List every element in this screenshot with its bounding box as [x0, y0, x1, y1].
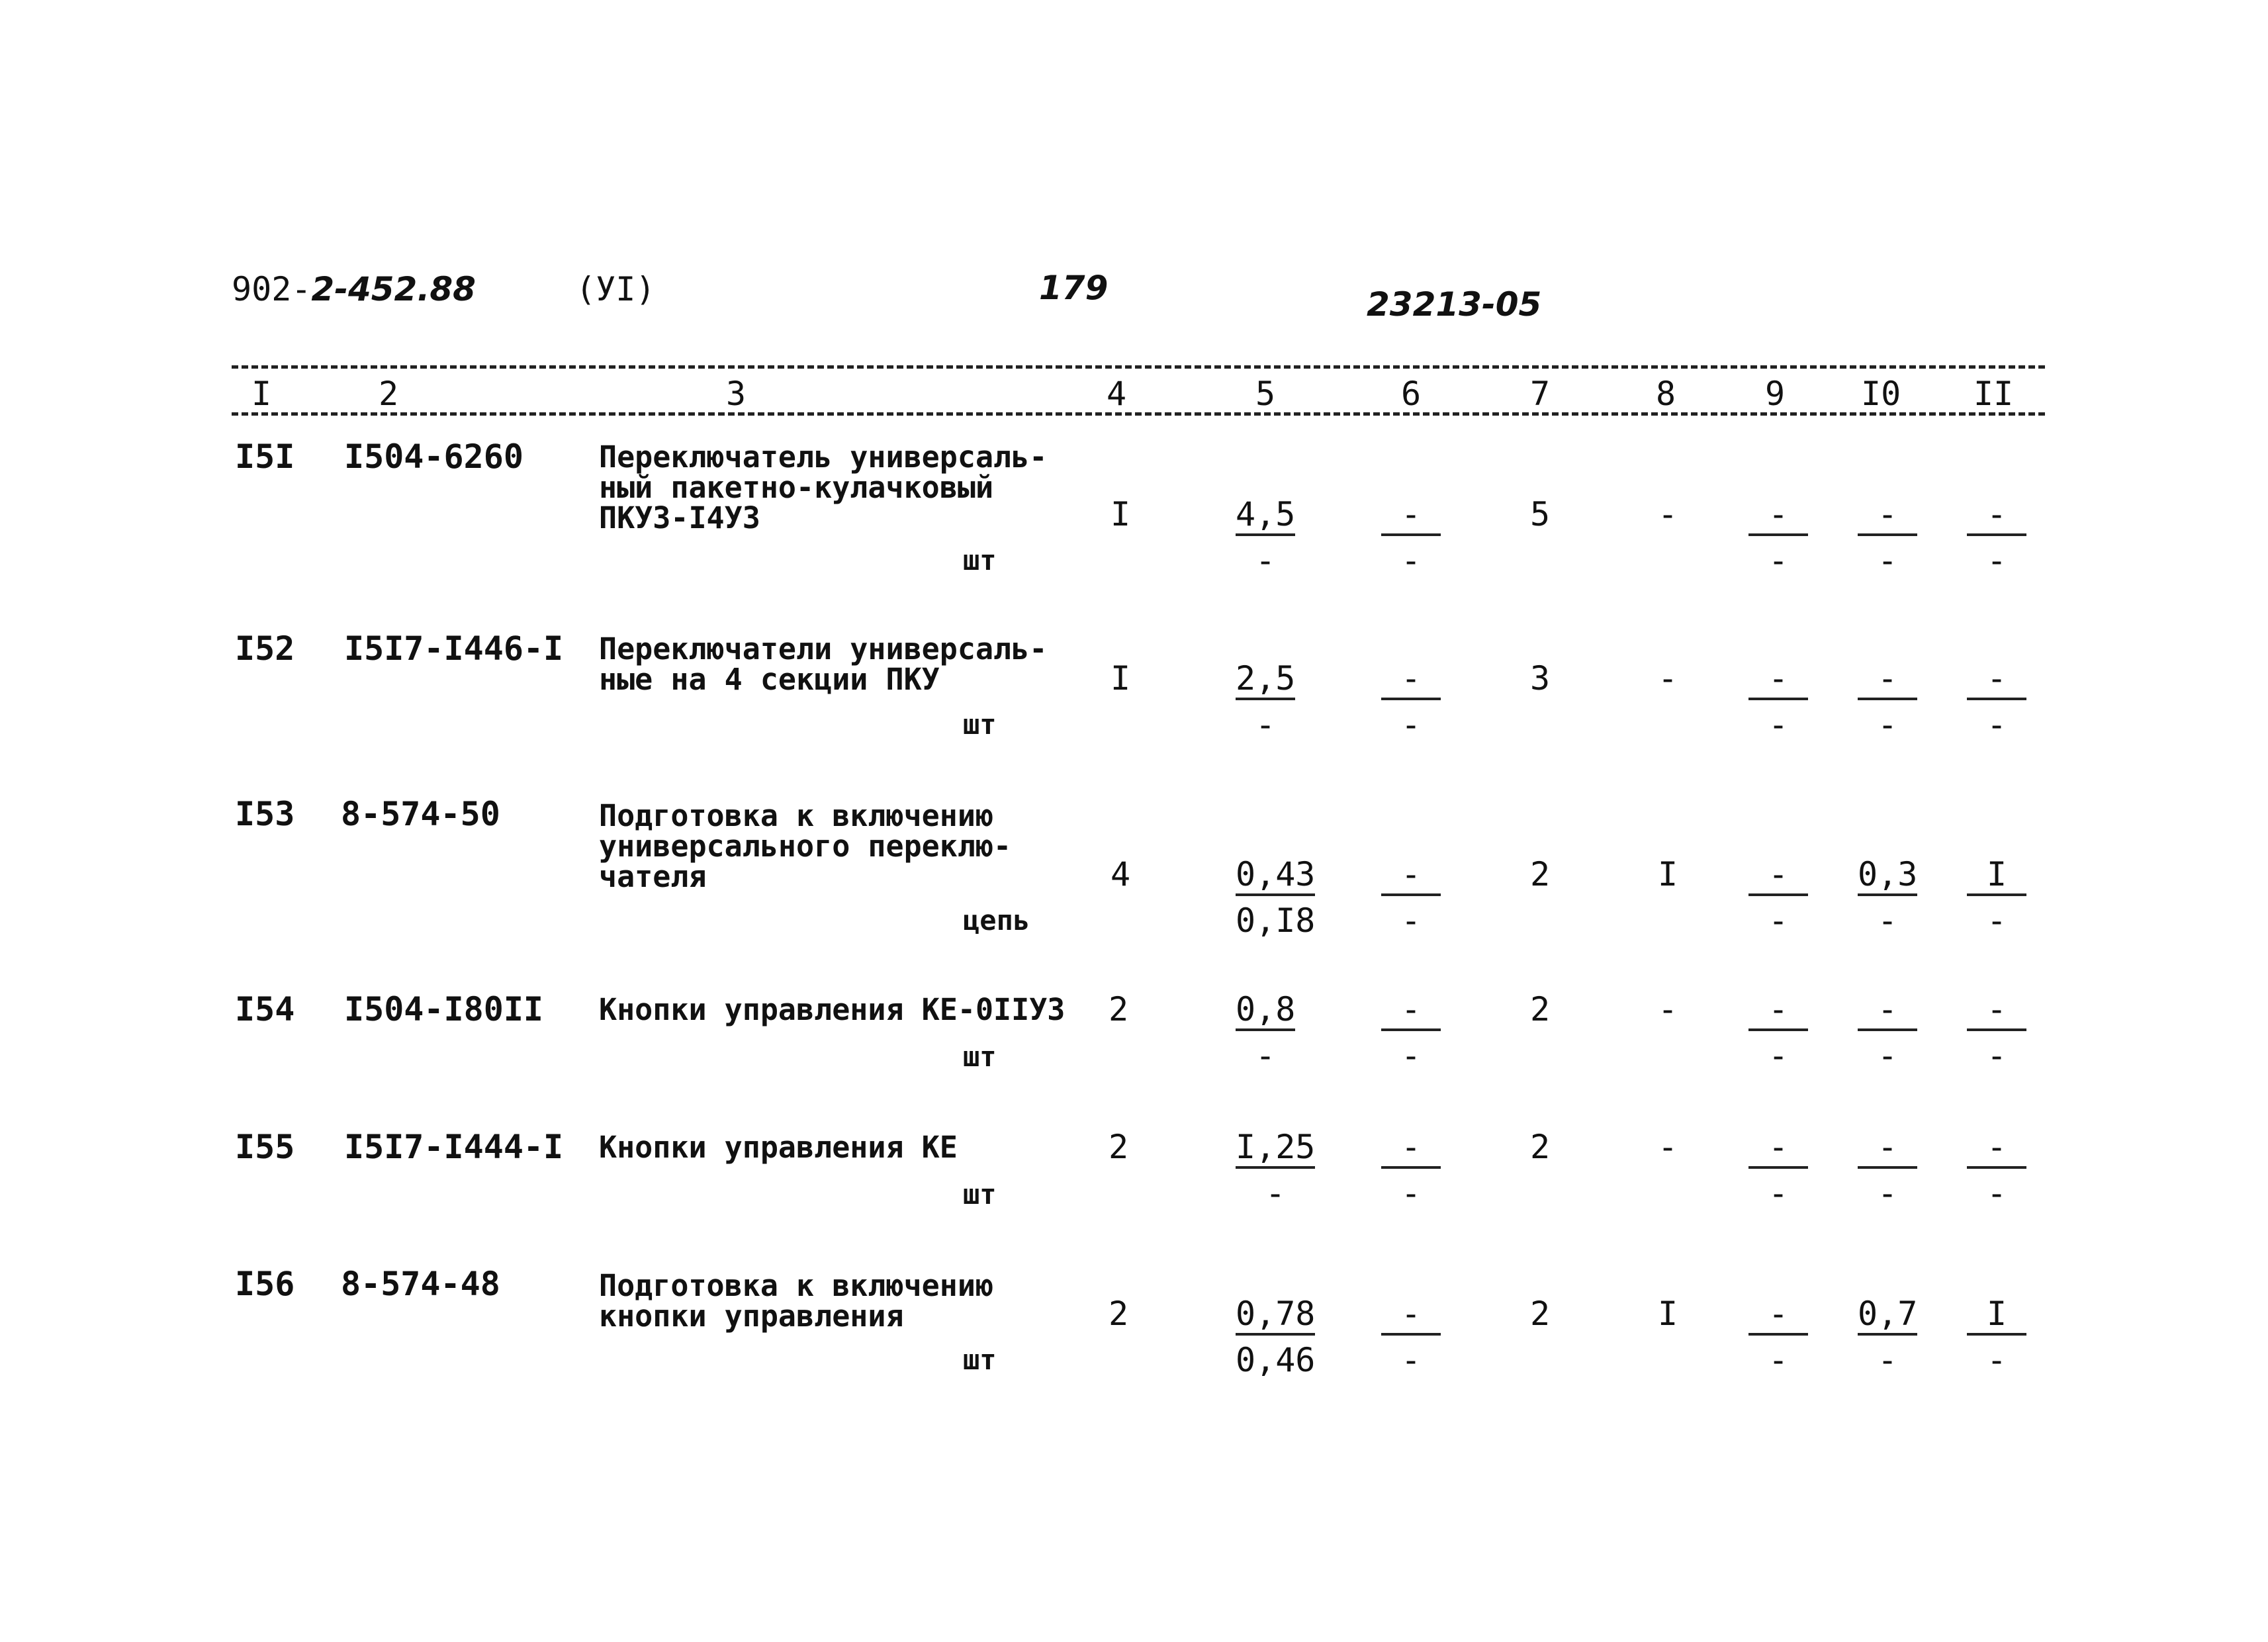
row-code: I504-I80II — [344, 990, 544, 1028]
row-col6 — [1381, 990, 1441, 1075]
row-col4: 2 — [1109, 1295, 1129, 1333]
description-line: кнопки управления — [599, 1299, 904, 1334]
col6-top: - — [1381, 1297, 1441, 1336]
row-unit: шт — [963, 708, 997, 741]
col5-top: 0,43 — [1236, 858, 1315, 896]
description-line: ный пакетно-кулачковый — [599, 470, 994, 505]
col9-bottom: - — [1768, 706, 1789, 744]
col-header-8: 8 — [1656, 375, 1676, 413]
row-col7: 5 — [1530, 495, 1551, 533]
col-header-4: 4 — [1107, 375, 1127, 413]
row-unit: шт — [963, 1040, 997, 1073]
col11-top: - — [1967, 498, 2026, 536]
row-col5 — [1236, 1130, 1315, 1210]
col9-top: - — [1748, 1130, 1808, 1169]
col10-top: 0,3 — [1858, 858, 1917, 896]
col11-top: I — [1967, 1297, 2026, 1336]
row-col11 — [1967, 1297, 2026, 1377]
col6-top: - — [1381, 1130, 1441, 1169]
description-line: Подготовка к включению — [599, 1268, 994, 1303]
row-description — [599, 631, 1048, 697]
row-col9 — [1748, 855, 1808, 940]
row-col5 — [1236, 1297, 1315, 1377]
col-header-1: I — [251, 375, 272, 413]
doc-number: 23213-05 — [1367, 285, 1542, 324]
row-col7: 2 — [1530, 1128, 1551, 1166]
col9-bottom: - — [1768, 1341, 1789, 1379]
row-col9 — [1748, 990, 1808, 1075]
row-col9 — [1748, 1297, 1808, 1377]
doc-code-suffix: 2-452.88 — [311, 270, 476, 308]
description-line: универсального переклю- — [599, 829, 1012, 864]
row-description — [599, 992, 1066, 1027]
row-col6 — [1381, 659, 1441, 744]
col10-top: - — [1858, 993, 1917, 1031]
row-number: I5I — [235, 437, 295, 476]
col6-bottom: - — [1400, 706, 1422, 744]
col9-top: - — [1748, 993, 1808, 1031]
col-header-10: I0 — [1861, 375, 1901, 413]
col5-bottom: - — [1265, 1174, 1286, 1212]
row-col6 — [1381, 1297, 1441, 1377]
description-line: ные на 4 секции ПКУ — [599, 662, 940, 697]
col10-top: 0,7 — [1858, 1297, 1917, 1336]
row-col7: 2 — [1530, 1295, 1551, 1333]
description-line: Кнопки управления КЕ-0IIУЗ — [599, 992, 1066, 1027]
col9-top: - — [1748, 662, 1808, 700]
doc-code — [232, 270, 476, 308]
description-line: Подготовка к включению — [599, 798, 994, 833]
col10-bottom: - — [1877, 1036, 1898, 1075]
col11-bottom: - — [1986, 541, 2007, 580]
doc-volume: (УI) — [576, 270, 656, 308]
description-line: Переключатель универсаль- — [599, 439, 1048, 475]
page-number: 179 — [1039, 269, 1109, 307]
row-col10 — [1858, 855, 1918, 940]
row-col7: 2 — [1530, 990, 1551, 1028]
row-col7: 2 — [1530, 855, 1551, 893]
row-number: I56 — [235, 1265, 295, 1303]
description-line: Кнопки управления КЕ — [599, 1130, 958, 1165]
row-col10 — [1858, 1297, 1917, 1377]
col5-top: 0,8 — [1236, 993, 1295, 1031]
col6-top: - — [1381, 993, 1441, 1031]
row-description — [599, 439, 1048, 535]
col-header-7: 7 — [1530, 375, 1551, 413]
row-col10 — [1858, 990, 1917, 1075]
row-col4: 4 — [1111, 855, 1131, 893]
description-line: ПКУЗ-I4УЗ — [599, 500, 760, 535]
col6-bottom: - — [1400, 541, 1422, 580]
row-col11 — [1967, 659, 2026, 744]
doc-code-prefix: 902- — [232, 270, 312, 308]
row-number: I53 — [235, 795, 295, 833]
row-col6 — [1381, 495, 1441, 580]
header-rule-top — [232, 365, 2045, 369]
col6-bottom: - — [1400, 1174, 1422, 1212]
row-unit: шт — [963, 544, 997, 576]
row-col4: I — [1111, 659, 1131, 698]
col5-top: I,25 — [1236, 1130, 1315, 1169]
col5-top: 0,78 — [1236, 1297, 1315, 1336]
col10-bottom: - — [1877, 706, 1898, 744]
col10-top: - — [1858, 662, 1917, 700]
row-col11 — [1967, 990, 2026, 1075]
col11-top: - — [1967, 993, 2026, 1031]
col6-bottom: - — [1400, 1036, 1422, 1075]
col9-top: - — [1748, 858, 1808, 896]
col10-bottom: - — [1877, 1174, 1898, 1212]
row-col10 — [1858, 495, 1917, 580]
col5-bottom: - — [1255, 706, 1276, 744]
row-code: I5I7-I446-I — [344, 629, 564, 668]
col6-top: - — [1381, 498, 1441, 536]
col6-top: - — [1381, 858, 1441, 896]
col5-top: 4,5 — [1236, 498, 1295, 536]
col10-bottom: - — [1877, 541, 1898, 580]
col6-top: - — [1381, 662, 1441, 700]
col11-bottom: - — [1986, 706, 2007, 744]
col5-bottom: 0,46 — [1236, 1341, 1316, 1379]
col5-bottom: 0,I8 — [1236, 901, 1316, 940]
row-col9 — [1748, 1130, 1808, 1210]
row-col5 — [1236, 990, 1296, 1075]
row-number: I54 — [235, 990, 295, 1028]
row-unit: шт — [963, 1178, 997, 1210]
row-col8: - — [1658, 1128, 1678, 1166]
row-col8: - — [1658, 495, 1678, 533]
col5-top: 2,5 — [1236, 662, 1295, 700]
row-col6 — [1381, 1130, 1441, 1210]
col6-bottom: - — [1400, 901, 1422, 940]
col-header-2: 2 — [379, 375, 399, 413]
col10-bottom: - — [1877, 901, 1898, 940]
row-description — [599, 1132, 958, 1163]
row-unit: шт — [963, 1344, 997, 1376]
row-col9 — [1748, 659, 1808, 744]
row-col10 — [1858, 659, 1917, 744]
row-col5 — [1236, 495, 1296, 580]
col9-bottom: - — [1768, 901, 1789, 940]
col9-bottom: - — [1768, 1174, 1789, 1212]
row-col4: 2 — [1109, 990, 1129, 1028]
row-code: 8-574-50 — [341, 795, 500, 833]
col10-bottom: - — [1877, 1341, 1898, 1379]
row-number: I52 — [235, 629, 295, 668]
col-header-6: 6 — [1401, 375, 1422, 413]
row-code: I5I7-I444-I — [344, 1128, 564, 1166]
col-header-11: II — [1973, 375, 2014, 413]
row-code: 8-574-48 — [341, 1265, 500, 1303]
row-unit: цепь — [963, 904, 1030, 936]
col9-top: - — [1748, 498, 1808, 536]
col9-bottom: - — [1768, 1036, 1789, 1075]
col-header-3: 3 — [726, 375, 747, 413]
row-col8: - — [1658, 659, 1678, 698]
row-number: I55 — [235, 1128, 295, 1166]
row-col6 — [1381, 855, 1441, 940]
row-code: I504-6260 — [344, 437, 523, 476]
col5-bottom: - — [1255, 541, 1276, 580]
col11-bottom: - — [1986, 1341, 2007, 1379]
col-header-9: 9 — [1765, 375, 1786, 413]
row-col11 — [1967, 1130, 2026, 1210]
row-col11 — [1967, 495, 2026, 580]
col11-top: - — [1967, 662, 2026, 700]
col10-top: - — [1858, 498, 1917, 536]
col11-bottom: - — [1986, 1174, 2007, 1212]
row-col8: - — [1658, 990, 1678, 1028]
description-line: чателя — [599, 859, 707, 894]
row-col5 — [1236, 855, 1316, 940]
col9-bottom: - — [1768, 541, 1789, 580]
row-col4: 2 — [1109, 1128, 1129, 1166]
row-col8: I — [1658, 1295, 1678, 1333]
col11-top: - — [1967, 1130, 2026, 1169]
col11-bottom: - — [1986, 901, 2007, 940]
row-col9 — [1748, 495, 1808, 580]
description-line: Переключатели универсаль- — [599, 631, 1048, 666]
col-header-5: 5 — [1255, 375, 1276, 413]
col6-bottom: - — [1400, 1341, 1422, 1379]
col11-bottom: - — [1986, 1036, 2007, 1075]
col11-top: I — [1967, 858, 2026, 896]
row-description — [599, 798, 1012, 894]
row-col10 — [1858, 1130, 1917, 1210]
row-col11 — [1967, 855, 2026, 940]
col10-top: - — [1858, 1130, 1917, 1169]
col9-top: - — [1748, 1297, 1808, 1336]
row-col8: I — [1658, 855, 1678, 893]
row-col4: I — [1111, 495, 1131, 533]
row-description — [599, 1268, 994, 1334]
col5-bottom: - — [1255, 1036, 1276, 1075]
row-col5 — [1236, 659, 1296, 744]
row-col7: 3 — [1530, 659, 1551, 698]
